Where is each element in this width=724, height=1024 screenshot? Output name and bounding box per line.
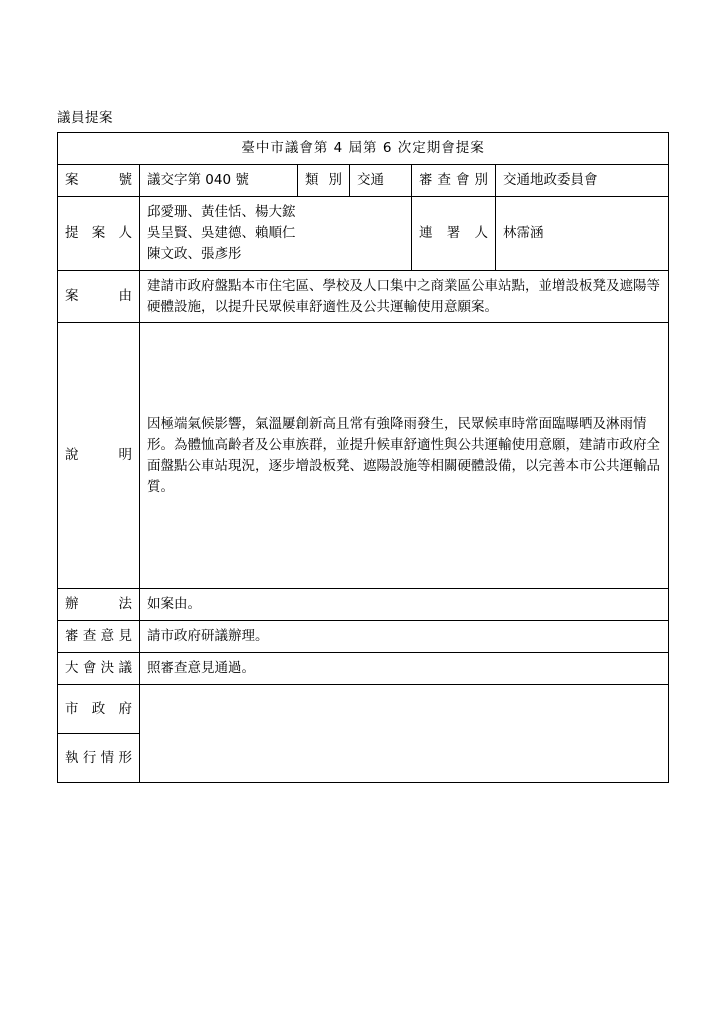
label-city-gov-line1: 市政府 [58,685,140,734]
label-method: 辦法 [58,589,140,621]
value-review-opinion: 請市政府研議辦理。 [140,621,669,653]
value-cosigner: 林霈涵 [496,196,669,270]
label-reason: 案由 [58,270,140,323]
proposer-line-1: 邱愛珊、黃佳恬、楊大鋐 [147,203,296,220]
table-row-explanation [58,323,669,589]
document-header-label: 議員提案 [57,110,113,126]
document-title: 臺中市議會第 4 屆第 6 次定期會提案 [58,133,669,165]
label-review-opinion: 審查意見 [58,621,140,653]
proposer-line-2: 吳呈賢、吳建德、賴順仁 [147,224,296,241]
label-explanation: 說明 [58,323,140,589]
table-row-proposer [58,196,669,270]
table-row-assembly-resolution [58,653,669,685]
label-cosigner: 連署人 [412,196,496,270]
table-row-review-opinion [58,621,669,653]
table-row-title [58,133,669,165]
proposal-table [57,132,669,783]
value-reason: 建請市政府盤點本市住宅區、學校及人口集中之商業區公車站點，並增設板凳及遮陽等硬體設施，以提升民眾候車舒適性及公共運輸使用意願案。 [140,270,669,323]
label-city-gov-line2: 執行情形 [58,734,140,783]
value-city-gov-execution [140,685,669,783]
label-assembly-resolution: 大會決議 [58,653,140,685]
table-row-reason [58,270,669,323]
table-row-method [58,589,669,621]
value-review-committee: 交通地政委員會 [496,164,669,196]
value-assembly-resolution: 照審查意見通過。 [140,653,669,685]
value-case-no: 議交字第 040 號 [140,164,298,196]
table-row-case-no [58,164,669,196]
value-method: 如案由。 [140,589,669,621]
proposer-line-3: 陳文政、張彥彤 [147,245,242,262]
label-proposer: 提案人 [58,196,140,270]
value-explanation: 因極端氣候影響，氣溫屢創新高且常有強降雨發生，民眾候車時常面臨曝晒及淋雨情形。為體恤高齡者及公車族群，並提升候車舒適性與公共運輸使用意願，建請市政府全面盤點公車站現況，逐步增設板凳、遮陽設施等相關硬體設備，以完善本市公共運輸品質。 [140,323,669,589]
value-type: 交通 [350,164,412,196]
label-review-committee: 審查會別 [412,164,496,196]
label-type: 類別 [298,164,350,196]
label-case-no: 案號 [58,164,140,196]
table-row-city-gov-1 [58,685,669,734]
value-proposer [140,196,412,270]
